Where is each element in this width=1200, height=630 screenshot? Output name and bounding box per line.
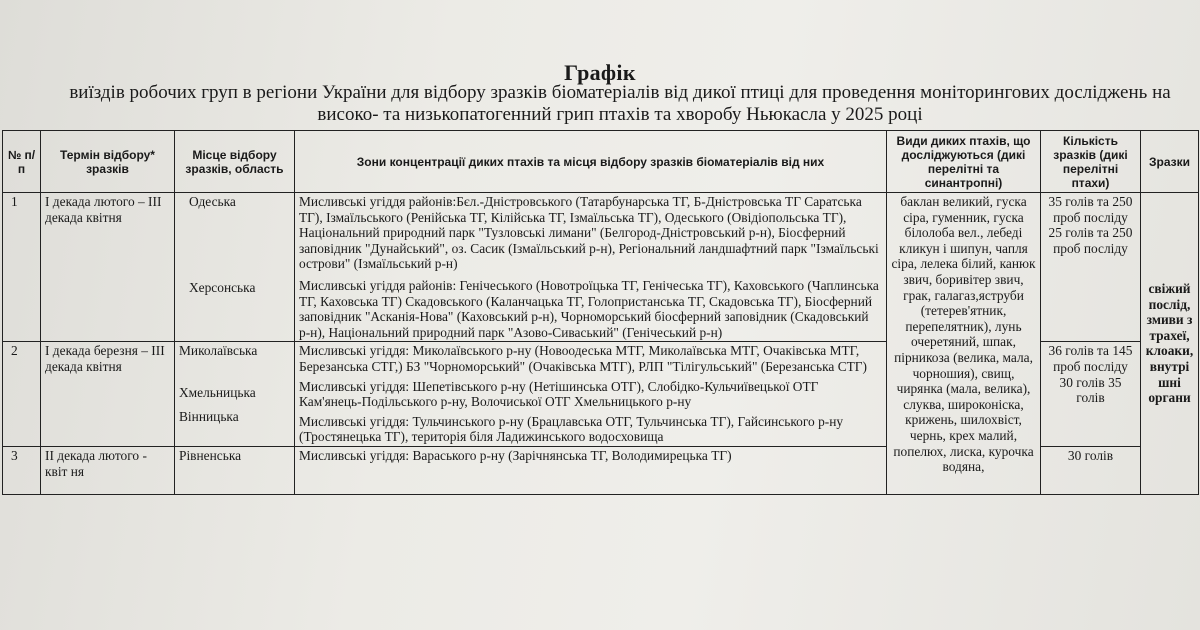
place-name: Вінницька — [179, 408, 239, 424]
row-term: І декада лютого – ІІІ декада квітня — [41, 193, 175, 342]
sample-count: 25 голів та 250 проб посліду — [1048, 225, 1133, 256]
sample-count: 30 голів — [1067, 447, 1114, 463]
zone-text: Мисливські угіддя: Тульчинського р-ну (Брацлавська ОТГ, Тульчинська ТГ), Гайсинського р-ну (Тростянецька ТГ), територія біля Ладижинського водосховища — [299, 413, 844, 445]
row-number: 1 — [3, 193, 41, 342]
place-name: Херсонська — [189, 279, 256, 295]
sample-count: 30 голів — [1059, 374, 1105, 390]
row-number: 3 — [3, 446, 41, 494]
row-zones — [295, 193, 887, 342]
place-name: Рівненська — [179, 447, 242, 463]
header-place: Місце відбору зразків, область — [175, 131, 295, 193]
row-zones — [295, 446, 887, 494]
header-no: № п/п — [3, 131, 41, 193]
row-counts — [1041, 193, 1141, 342]
row-zones — [295, 342, 887, 447]
sample-count: 35 голів та 250 проб посліду — [1048, 194, 1133, 225]
samples-type: свіжий послід, змиви з трахеї, клоаки, внутрі шні органи — [1141, 193, 1199, 495]
row-number: 2 — [3, 342, 41, 447]
row-counts — [1041, 446, 1141, 494]
document-title: Графік — [564, 60, 636, 85]
header-samples: Зразки — [1141, 131, 1199, 193]
zone-text: Мисливські угіддя районів:Бєл.-Дністровського (Татарбунарська ТГ, Б-Дністровська ТГ Саратська ТГ), Ізмаїльського (Ренійська ТГ, Кілійська ТГ, Ізмаїльська ТГ), Одеського (Овідіопольська ТГ), Національний природний парк "Тузловські лимани" (Белгород-Дністровський р-н), Біосферний заповідник "Дунайський", оз. Сасик (Ізмаїльський р-н), Регіональний ландшафтний парк "Ізмаїльські острови" (Ізмаїльський р-н) — [299, 194, 879, 272]
row-places — [175, 446, 295, 494]
header-count: Кількість зразків (дикі перелітні птахи) — [1041, 131, 1141, 193]
birds-list: баклан великий, гуска сіра, гуменник, гуска білолоба вел., лебеді кликун і шипун, чапля сіра, лелека білий, канюк звич, боривітер звич, грак, галагаз,яструби (тетерев'ятник, перепелятник), лунь очеретяний, шпак, пірникоза (велика, мала, чорношия), свищ, чирянка (мала, велика), слуква, широконіска, крижень, шилохвіст, чернь, крех малий, попелюх, лиска, курочка водяна, — [887, 193, 1041, 495]
zone-text: Мисливські угіддя: Вараського р-ну (Зарічнянська ТГ, Володимирецька ТГ) — [299, 447, 732, 463]
header-zones: Зони концентрації диких птахів та місця відбору зразків біоматеріалів від них — [295, 131, 887, 193]
header-birds: Види диких птахів, що досліджуються (дикі перелітні та синантропні) — [887, 131, 1041, 193]
schedule-table — [2, 130, 1199, 495]
sample-count: 36 голів та 145 проб посліду — [1048, 343, 1133, 374]
header-term: Термін відбору* зразків — [41, 131, 175, 193]
row-term: ІІ декада лютого - квіт ня — [41, 446, 175, 494]
row-counts — [1041, 342, 1141, 447]
place-name: Миколаївська — [179, 343, 258, 359]
document-subtitle: виїздів робочих груп в регіони України для відбору зразків біоматеріалів від дикої птиці для проведення моніторингових досліджень на високо- та низькопатогенний грип птахів та хворобу Ньюкасла у 2025 році — [69, 82, 1171, 125]
row-places — [175, 342, 295, 447]
row-term: І декада березня – ІІІ декада квітня — [41, 342, 175, 447]
place-name: Одеська — [189, 194, 236, 209]
row-places — [175, 193, 295, 342]
sample-count: 35 голів — [1076, 374, 1122, 406]
place-name: Хмельницька — [179, 384, 256, 400]
table-row — [3, 193, 1199, 342]
zone-text: Мисливські угіддя: Шепетівського р-ну (Нетішинська ОТГ), Слобідко-Кульчиївецької ОТГ Кам'янець-Подільського р-ну, Волочиської ОТГ Хмельницького р-ну — [299, 378, 819, 410]
zone-text: Мисливські угіддя районів: Генічеського (Новотроїцька ТГ, Генічеська ТГ), Каховського (Чаплинська ТГ, Каховська ТГ) Скадовського (Каланчацька ТГ, Голопристанська ТГ, Скадовська ТГ), Біосферний заповідник "Асканія-Нова" (Каховський р-н), Чорноморський біосферний заповідник (Скадовський р-н), Національний природний парк "Азово-Сиваський" (Генічеський р-н) — [299, 277, 879, 340]
zone-text: Мисливські угіддя: Миколаївського р-ну (Новоодеська МТГ, Миколаївська МТГ, Очаківська МТГ, Березанська СТГ,) БЗ "Чорноморський" (Очаківська МТГ), РЛП "Тілігульський" (Березанська СТГ) — [299, 343, 868, 374]
table-header-row — [3, 131, 1199, 193]
